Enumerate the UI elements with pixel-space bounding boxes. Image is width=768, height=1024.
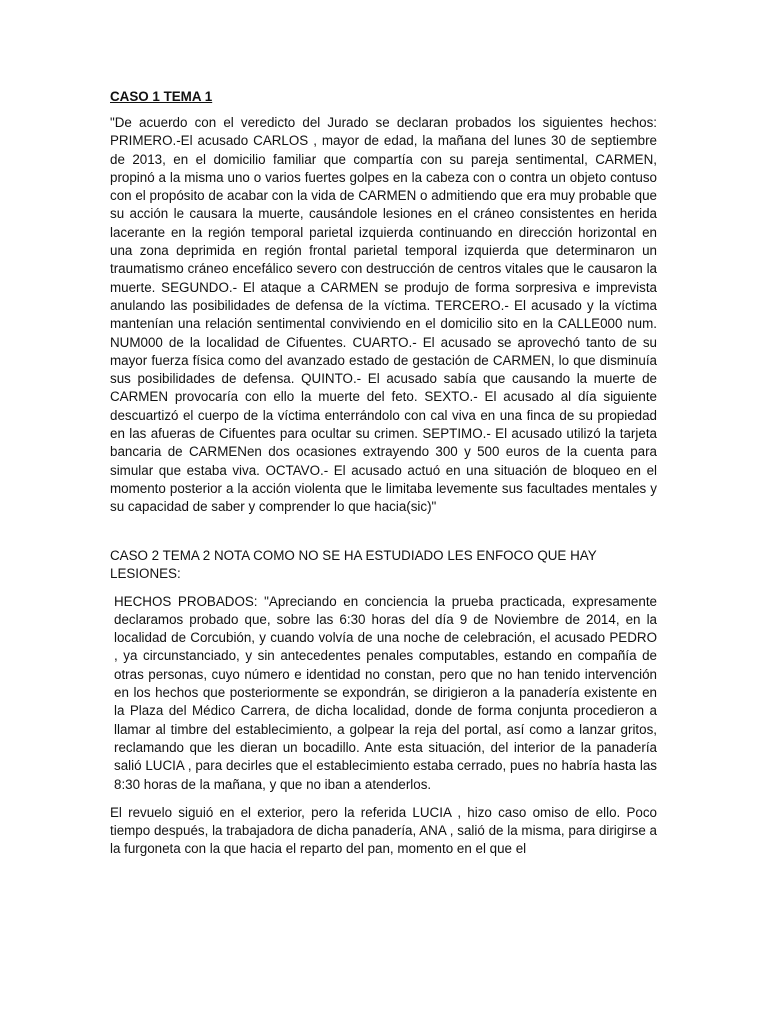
document-page xyxy=(110,88,657,869)
case2-paragraph-2: El revuelo siguió en el exterior, pero la referida LUCIA , hizo caso omiso de ello. Poco tiempo después, la trabajadora de dicha panadería, ANA , salió de la misma, para dirigirse a la furgoneta con la que hacia el reparto del pan, momento en el que el xyxy=(110,804,657,857)
case2-paragraph-1: HECHOS PROBADOS: "Apreciando en conciencia la prueba practicada, expresamente declaramos probado que, sobre las 6:30 horas del día 9 de Noviembre de 2014, en la localidad de Corcubión, y cuando volvía de una noche de celebración, el acusado PEDRO , ya circunstanciado, y sin antecedentes penales computables, estando en compañía de otras personas, cuyo número e identidad no constan, pero que no han tenido intervención en los hechos que posteriormente se expondrán, se dirigieron a la panadería existente en la Plaza del Médico Carrera, de dicha localidad, donde de forma conjunta procedieron a llamar al timbre del establecimiento, a golpear la reja del portal, así como a lanzar gritos, reclamando que les dieran un bocadillo. Ante esta situación, del interior de la panadería salió LUCIA , para decirles que el establecimiento estaba cerrado, pues no habría hasta las 8:30 horas de la mañana, y que no iban a atenderlos. xyxy=(114,593,657,792)
section-spacer xyxy=(110,527,657,547)
case2-heading: CASO 2 TEMA 2 NOTA COMO NO SE HA ESTUDIADO LES ENFOCO QUE HAY LESIONES: xyxy=(110,547,597,581)
case1-paragraph: "De acuerdo con el veredicto del Jurado se declaran probados los siguientes hechos: PRIMERO.-El acusado CARLOS , mayor de edad, la mañana del lunes 30 de septiembre de 2013, en el domicilio familiar que compartía con su pareja sentimental, CARMEN, propinó a la misma uno o varios fuertes golpes en la cabeza con o contra un objeto contuso con el propósito de acabar con la vida de CARMEN o admitiendo que era muy probable que su acción le causara la muerte, causándole lesiones en el cráneo consistentes en herida lacerante en la región temporal parietal izquierda continuando en dirección horizontal en una zona deprimida en región frontal parietal temporal izquierda que determinaron un traumatismo cráneo encefálico severo con destrucción de centros vitales que le causaron la muerte. SEGUNDO.- El ataque a CARMEN se produjo de forma sorpresiva e imprevista anulando las posibilidades de defensa de la víctima. TERCERO.- El acusado y la víctima mantenían una relación sentimental conviviendo en el domicilio sito en la CALLE000 num. NUM000 de la localidad de Cifuentes. CUARTO.- El acusado se aprovechó tanto de su mayor fuerza física como del avanzado estado de gestación de CARMEN, lo que disminuía sus posibilidades de defensa. QUINTO.- El acusado sabía que causando la muerte de CARMEN provocaría con ello la muerte del feto. SEXTO.- El acusado al día siguiente descuartizó el cuerpo de la víctima enterrándolo con cal viva en una finca de su propiedad en las afueras de Cifuentes para ocultar su crimen. SEPTIMO.- El acusado utilizó la tarjeta bancaria de CARMENen dos ocasiones extrayendo 300 y 500 euros de la cuenta para simular que estaba viva. OCTAVO.- El acusado actuó en una situación de bloqueo en el momento posterior a la acción violenta que le limitaba levemente sus facultades mentales y su capacidad de saber y comprender lo que hacia(sic)" xyxy=(110,115,657,515)
case1-heading: CASO 1 TEMA 1 xyxy=(110,89,213,104)
